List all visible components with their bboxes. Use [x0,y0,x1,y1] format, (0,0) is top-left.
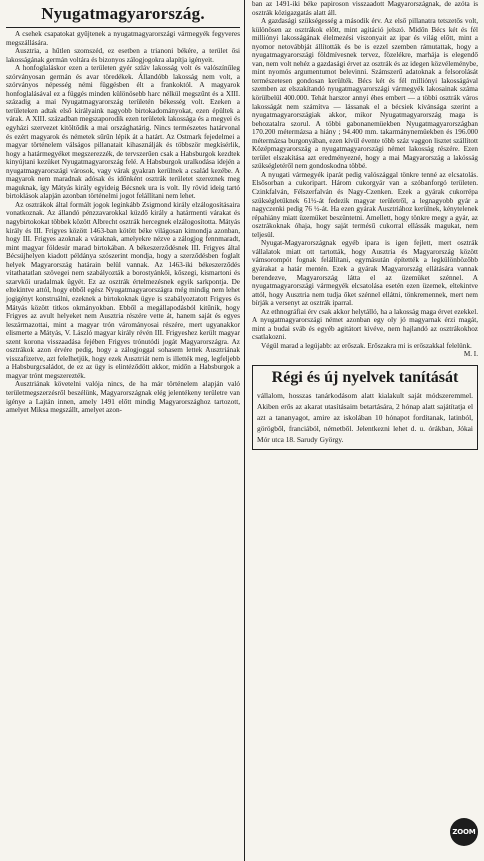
article-title: Nyugatmagyarország. [41,4,205,23]
article-paragraph: Az osztrákok által formált jogok leginkább Zsigmond király elzálogosításaira vonatkoznak. Az állandó pénzzavarokkal küzdő király a határmenti várakat és nagybirtokokat többek között Albrecht osztrák hercegnek elzálogosította. Mátyás király és III. Frigyes között 1463-ban kötött béke világosan kimondja azonban, hogy III. Frigyes azoknak a váraknak, amelyekre nézve a zálogjog fennmaradt, mint magyar földesúr marad birtokában. A békeszerződésnek III. Frigyes által Bécsújhelyen kiadott példánya szószerint mondja, hogy a szerződésben foglalt helyek Magyarország határain belül vannak. Az 1463-iki békeszerződés vitathatatlan szövegei nem szabályozták a borostyánkői, kőszegi, kismartoni és szarvkői uradalmak ügyét. Ez az osztrák értelmezésnek egyik sarkpontja. De eltekintve attól, hogy ebből egész Nyugatmagyarországra még mindig nem lehet jogigényt konstruálni, ezeknek a birtokoknak ügye is szabályoztatott Frigyes és Mátyás között titkos okmányokban. Ebből a megállapodásból kitűnik, hogy Frigyes az avult helyeket nem Ausztria részére vette át, hanem saját és egyes leszármazottai, mint a magyar trón várományosai részére, mert ugyanakkor elismerte a Mátyás, V. László magyar király révén III. Frigyeshez került magyar szent korona visszaadása fejében Frigyes trónutódi jogát Magyarországra. Az osztrákok azon érvére pedig, hogy a zálogjoggal sohasem lettek Ausztriának visszafizetve, azt felelhetjük, hogy ezek Ausztriát nem is illették meg, legfeljebb a Habsburgcsaládot, de ez az ügy is elintéződött akkor, midőn a Habsburgok a magyar trónt megszerezték. [6,200,240,380]
article-paragraph: A nyugati vármegyék iparát pedig valószággal tönkre tenné az elcsatolás. Elsősorban a cukoripart. Három cukorgyár van a szóbanforgó területen. Czinkfalván, Félszerfalván és Nagy-Czenken. Ezek a gyárak cukorrépa szükségletüknek 61½-át fedezik magyar területről, a legnagyobb gyár a nagyczenki pedig 76 ½-át. Ha ezen gyárak Ausztriához kerülnek, kénytelenek répahiány miatt üzemüket beszüntetni. Amellett, hogy tönkre megy a gyár, az osztrákoknak óhaja, hogy saját termésű cukorral ellássák magukat, nem teljesül. [252,170,478,239]
article-paragraph: Ausztriának követelni valója nincs, de ha már történelem alapján való területmegszerzésről beszélünk, Magyarországnak elég jelentékeny területre van igénye a Lajtán innen, amely 1491 előtt mindig Magyarországhoz tartozott, amelyet Miksa megszállt, amelyet azon- [6,380,240,415]
column-divider [244,0,245,861]
zoom-logo-icon [450,818,478,846]
article-paragraph: Nyugat-Magyarországnak egyéb ipara is igen fejlett, mert osztrák vállalatok miatt ott tartották, hogy Ausztria és Magyarország között vámsorompót fognak felállítani, egymásután építették a legkülönbözőbb gyárakat a határ mentén. Ezek a gyárak Magyarország ellátására vannak berendezve, Magyarország látta el az üzemüket szénnel. A nyugatmagyarországi vármegyék elcsatolása esetén ezen üzemek, eltekintve attól, hogy Ausztria nem tudja őket szénnel ellátni, tönkremennek, mert nem bírják a versenyt az osztrák iparral. [252,239,478,308]
zoom-logo-text: ZOOM [452,828,476,836]
article-body-left [6,30,240,415]
article-paragraph: ban az 1491-iki béke papiroson visszaadott Magyarországnak, de azóta is osztrák közigazgatás alatt áll. [252,0,478,17]
article-paragraph: Ausztria, a hűtlen szomszéd, ez esetben a trianoni békére, a terület ősi lakosságának germán voltára és bizonyos zálogjogokra alapítja igényeit. [6,47,240,64]
article-paragraph: A csehek csapatokat gyűjtenek a nyugatmagyarországi vármegyék fegyveres megszállására. [6,30,240,47]
article-paragraph: A honfoglaláskor ezen a területen gyér szláv lakosság volt és valószínűleg szórványosan germán és avar töredékek. Állandóbb lakosság nem volt, a szórványos népesség némi függésben élt a frankoktól. A magyarok honfoglalásával ez a függés minden különösebb harc nélkül megszűnt és a XIII. századig a mai Nyugatmagyarország területén békesség volt. Ezeken a területeken adtak első királyaink nagyobb birtokadományokat, ezen épültek a várak. A XIII. században megszaporodik ezen területek lakossága és a megyei és egyházi szervezet kitöltődik a mai országhatárig. Nincs természetes határvonal és ezért magyarok és németek sűrűn lépik át a határt. Az Ostmark fejedelmei a magyar történelem válságos pillanatait kihasználják és többször megkísérlik, hogy a határmegyéket megszerezzék, de tervszerűen csak a Habsburgok kezdtek kinyújtani kezüket Nyugatmagyarország felé. A Habsburgok uralkodása idején a nyugatmagyarországi városok, vagy várak gyakran kerülnek a család kezébe. A magyarok nem maradnak adósak és időnként osztrák területet szereznek meg maguknak, így Mátyás király egyideig Bécsnek ura is volt. Ily rövid ideig tartó birtoklások alapján azonban történelmi jogot felállítani nem lehet. [6,64,240,201]
article-body-right [252,0,478,359]
article-paragraph: Az ethnográfiai érv csak akkor helytálló, ha a lakosság maga érvet ezekkel. A nyugatmagyarországi német azonban egy oly jó magyarnak érzi magát, mint a budai sváb és egyéb agitátort kivéve, nem hajlandó az osztrákokhoz csatlakozni. [252,307,478,342]
article-signature: M. I. [463,350,478,359]
left-column [6,0,240,415]
article-paragraph: Végül marad a legújabb: az erőszak. Erőszakra mi is erőszakkal felelünk. [261,341,472,350]
advertisement-box [252,365,478,450]
advertisement-body: vállalom, hosszas tanárkodásom alatt kialakult saját módszeremmel. Akiben erős az akarat utasításaim betartására, 2 hónap alatt sajátítatja el azt a tananyagot, amire az iskolában 10 hónapot fordítanak, latinból, görögből, franciából, németből. Jelentkezni lehet d. u. órákban, Jókai Mór utca 18. Sarudy György. [257,390,473,445]
advertisement-title: Régi és új nyelvek tanítását [271,368,459,386]
title-rule [6,27,240,28]
article-paragraph: A gazdasági szükségesség a második érv. Az első pillanatra tetszetős volt, különösen az osztrákok előtt, mint agitáció jelszó. Midőn Bécs két és fél milliónyi lakosságának élelmezési viszonyait az ipar és világ előtt, mint a nyomor netovábbját állították és be is ezzel szemben rámutattak, hogy a nyugatmagyarországi földmívesnek tervez, fözelékre, marhája is elegendő van, nem volt nehéz a gazdasági érvet az osztrák és az idegen közvéleménybe, mint nyomós argumentumot belevinni. Számszerű adatoknak a felsorolását természetesen gondosan kerülték. Bécs két és fél milliónyi lakosságával szemben az elszakítandó nyugatmagyarországi vármegyék lakosainak száma körülbelül 400.000. Tehát harszor annyi éhes embert — a többi osztrák város lakosságát nem számítva — lássanak el a bécsiek kívánsága szerint a nyugatmagyarországiak akkor, mikor Nyugatmagyarország maga is behozatalra szorul. A többi gabonanemüekben Nyugatmagyarországban 170.200 métermázsa a hiány ; 94.400 mm. takarmánynemüekben és 196.000 métermázsa burgonyában, ezen kívül évente több száz vaggon lisztet szállított Középmagyarország a nyugatmagyarországi német lakosság részére. Ezen terület elszakítása azt eredményezné, hogy a mai Magyarország a lakósság szükségletéről nem gondoskodna többé. [252,17,478,171]
right-column [252,0,478,450]
